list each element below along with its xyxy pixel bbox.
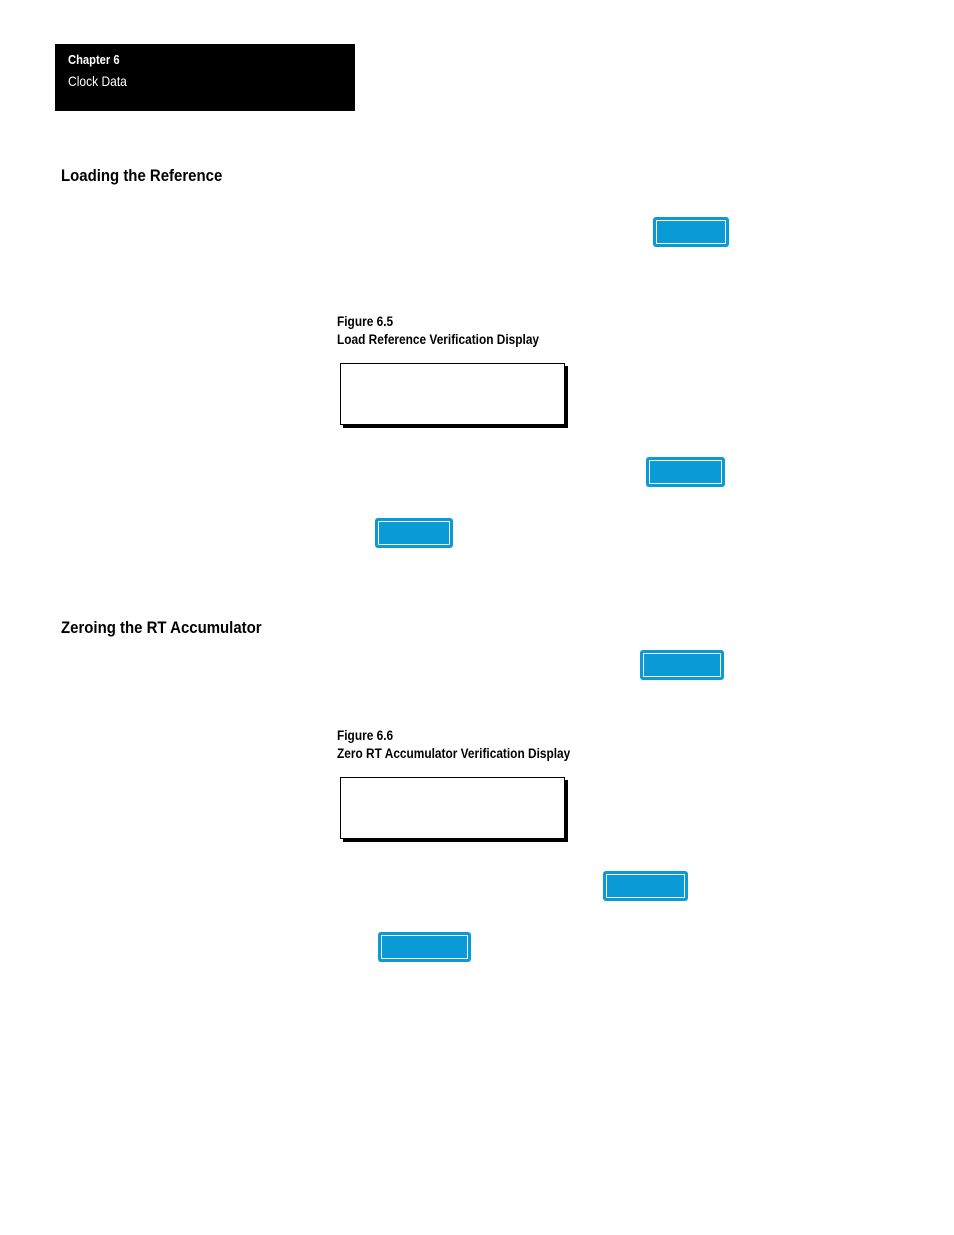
key-face bbox=[606, 874, 685, 898]
chapter-header bbox=[55, 44, 355, 111]
figure-number: Figure 6.6 bbox=[337, 728, 394, 743]
figure-caption-6-5 bbox=[337, 313, 539, 349]
key-face bbox=[378, 521, 450, 545]
key-button[interactable] bbox=[653, 217, 729, 247]
key-button[interactable] bbox=[603, 871, 688, 901]
zero-rt-accumulator-verification-display bbox=[340, 777, 565, 839]
figure-number: Figure 6.5 bbox=[337, 314, 394, 329]
load-reference-verification-display bbox=[340, 363, 565, 425]
key-button[interactable] bbox=[646, 457, 725, 487]
section-heading-loading-reference: Loading the Reference bbox=[61, 166, 223, 185]
section-heading-zeroing-rt-accumulator: Zeroing the RT Accumulator bbox=[61, 618, 262, 637]
figure-title: Load Reference Verification Display bbox=[337, 332, 540, 347]
key-button[interactable] bbox=[375, 518, 453, 548]
key-face bbox=[381, 935, 468, 959]
key-face bbox=[643, 653, 721, 677]
key-button[interactable] bbox=[378, 932, 471, 962]
figure-title: Zero RT Accumulator Verification Display bbox=[337, 746, 571, 761]
figure-caption-6-6 bbox=[337, 727, 570, 763]
key-face bbox=[649, 460, 722, 484]
key-face bbox=[656, 220, 726, 244]
chapter-title: Clock Data bbox=[68, 73, 127, 89]
key-button[interactable] bbox=[640, 650, 724, 680]
chapter-number: Chapter 6 bbox=[68, 52, 120, 67]
